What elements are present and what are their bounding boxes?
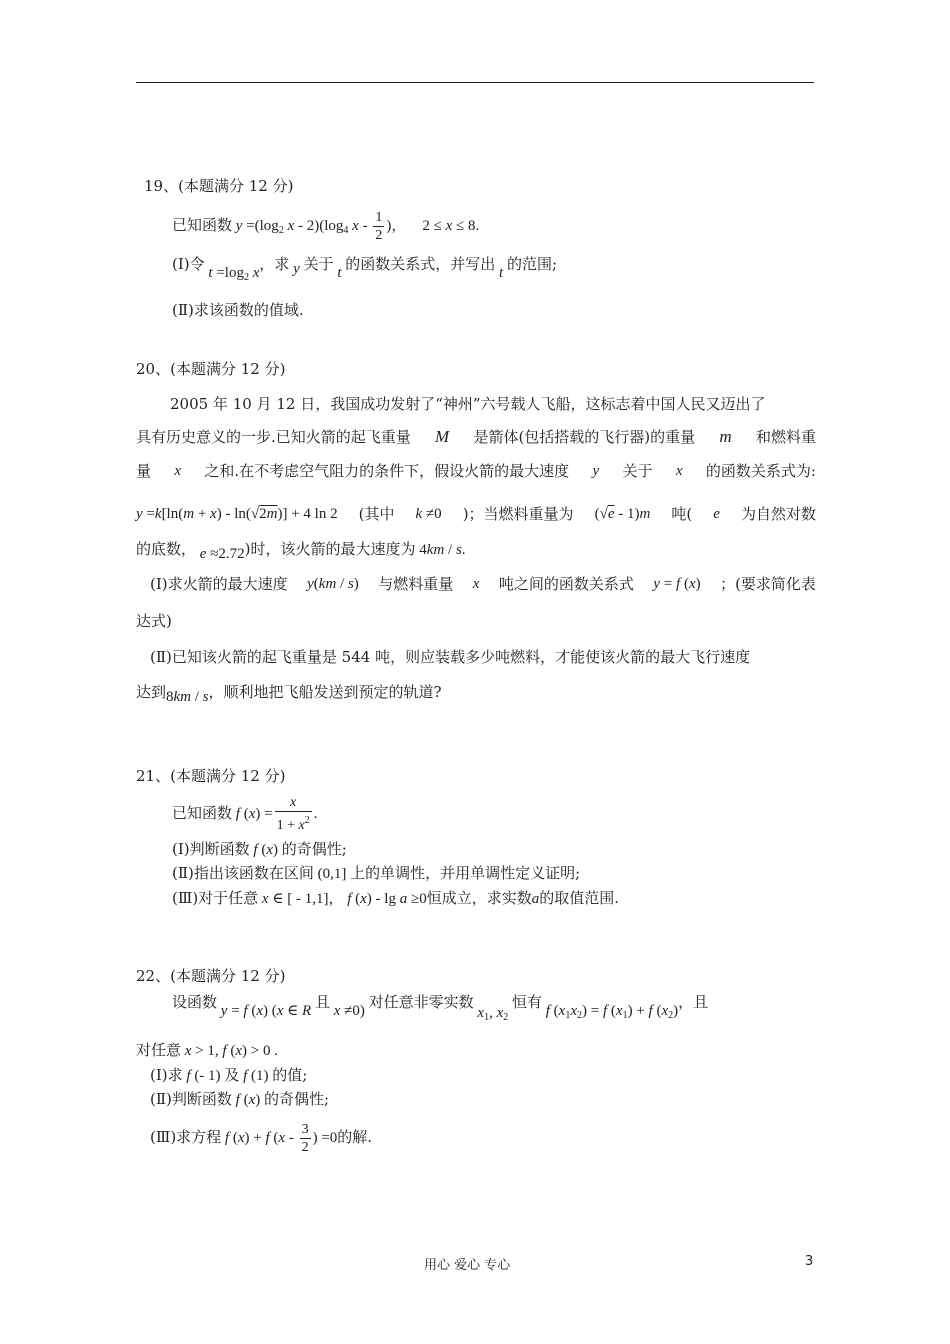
q20-para-line5: 的底数， e ≈2.72)时，该火箭的最大速度为 4km / s. [136, 540, 466, 562]
page-number: 3 [805, 1254, 814, 1269]
q22-header: 22、(本题满分 12 分) [136, 967, 286, 985]
q21-part-I: (Ⅰ)判断函数 f (x) 的奇偶性; [172, 840, 347, 858]
q20-para-line2: 具有历史意义的一步.已知火箭的起飞重量 M 是箭体(包括搭载的飞行器)的重量 m 和燃料重 [136, 427, 816, 446]
header-rule [136, 82, 814, 83]
q20-para-line1: 2005 年 10 月 12 日，我国成功发射了“神州”六号载人飞船，这标志着中国人民又迈出了 [170, 395, 766, 413]
q21-header: 21、(本题满分 12 分) [136, 767, 286, 785]
q22-part-II: (Ⅱ)判断函数 f (x) 的奇偶性; [150, 1090, 330, 1108]
q21-part-II: (Ⅱ)指出该函数在区间 (0,1] 上的单调性，并用单调性定义证明; [172, 864, 581, 882]
q22-part-III: (Ⅲ)求方程 f (x) + f (x - $\frac{3}{2}$ ) =0的解. [150, 1121, 373, 1155]
q20-part-I: (Ⅰ)求火箭的最大速度 y(km / s) 与燃料重量 x 吨之间的函数关系式 y = f (x) ；(要求简化表 [150, 575, 816, 593]
q22-line1: 设函数 y = f (x) (x ∈ R 且 x ≠0) 对任意非零实数 $x_1$, $x_2$ 恒有 f $(x_1x_2) = f$ $(x_1) + f$ $(x_2)$，且 [172, 993, 709, 1023]
q22-line2: 对任意 x > 1, f (x) > 0 . [136, 1041, 278, 1059]
q19-header: 19、(本题满分 12 分) [144, 177, 294, 195]
q19-part-II: (Ⅱ)求该函数的值域. [172, 301, 304, 319]
q20-part-II: (Ⅱ)已知该火箭的起飞重量是 544 吨，则应装载多少吨燃料，才能使该火箭的最大飞行速度 [150, 648, 751, 666]
q22-part-I: (Ⅰ)求 f (- 1) 及 f (1) 的值; [150, 1066, 308, 1084]
q20-para-line3: 量 x 之和.在不考虑空气阻力的条件下，假设火箭的最大速度 y 关于 x 的函数关系式为: [136, 462, 816, 480]
q19-function-line: 已知函数 $y =(\log_2$ x - $2)(\log_4$ x - $\frac{1}{2}$ )， 2 ≤ x ≤ 8. [172, 209, 480, 243]
q20-part-I-cont: 达式) [136, 612, 172, 630]
q20-formula-line: y =k[ln(m + x) - ln(√2m)] + 4 ln 2 (其中 k ≠0 )；当燃料重量为 (√e - 1)m 吨( e 为自然对数 [136, 505, 816, 523]
q21-function-line: 已知函数 f (x) = $\frac{x}{1 + x^2}$ . [172, 795, 318, 833]
q19-part-I: (Ⅰ)令 $t =\log_2$ x，求 y 关于 t 的函数关系式，并写出 t 的范围; [172, 255, 557, 283]
q20-part-II-cont: 达到8km / s，顺利地把飞船发送到预定的轨道? [136, 683, 442, 705]
q20-header: 20、(本题满分 12 分) [136, 360, 286, 378]
q21-part-III: (Ⅲ)对于任意 x ∈ [ - 1,1]， f (x) - lg a ≥0恒成立，求实数a的取值范围. [172, 889, 619, 907]
footer-slogan: 用心 爱心 专心 [424, 1258, 511, 1273]
